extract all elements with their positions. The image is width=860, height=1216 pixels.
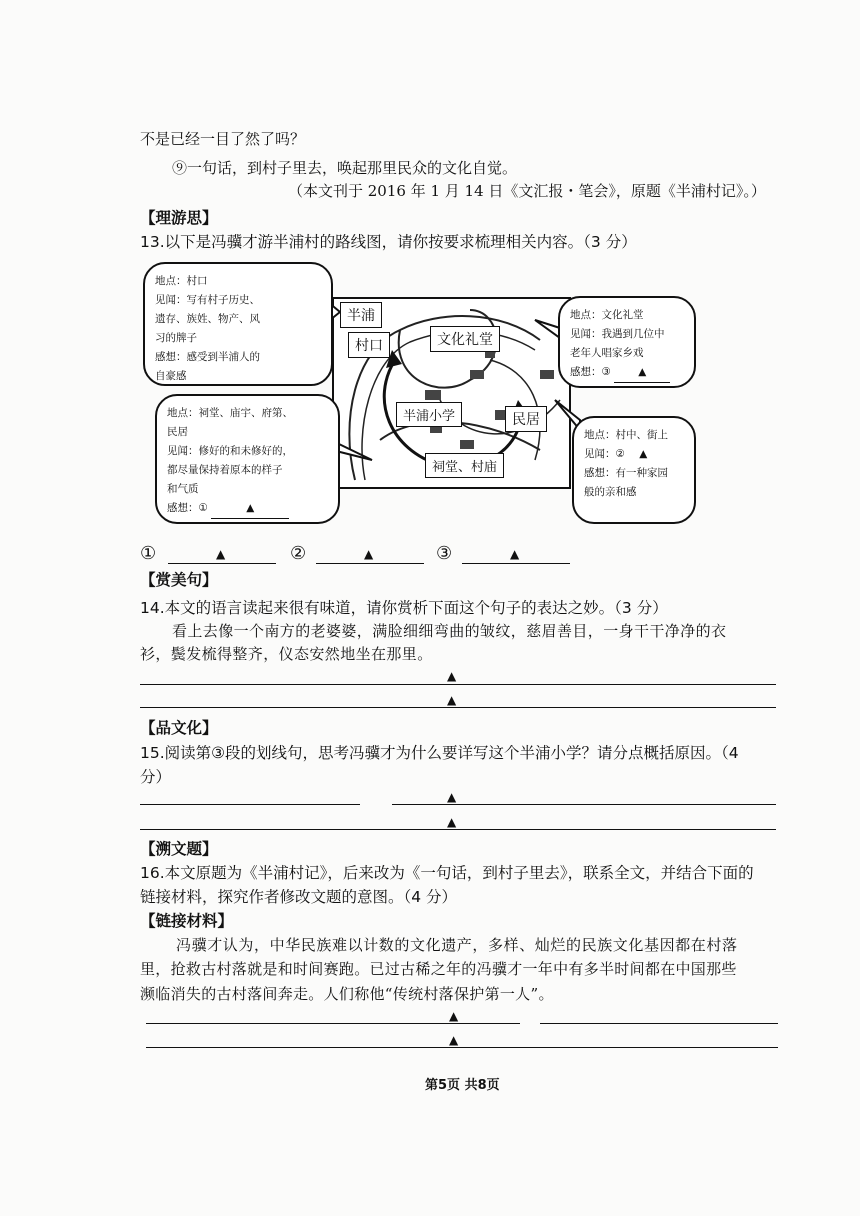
bubble-line: 见闻：写有村子历史、 [155,294,260,306]
answer-label-1: ① [140,543,157,564]
bubble-line: 感想：有一种家园 [584,467,668,479]
bubble-citang [155,394,340,524]
triangle-icon: ▲ [447,669,457,683]
question-15: 15.阅读第③段的划线句，思考冯骥才为什么要详写这个半浦小学？请分点概括原因。（4 [140,744,739,762]
answer-label-2: ② [290,543,307,564]
text-line: ⑨一句话，到村子里去，唤起那里民众的文化自觉。 [172,159,518,177]
quote-line: 看上去像一个南方的老婆婆，满脸细细弯曲的皱纹，慈眉善目，一身干干净净的衣 [172,622,727,640]
question-15-cont: 分） [140,768,172,786]
map-label-school: 半浦小学 [396,402,462,427]
answer-line-3[interactable] [462,563,570,564]
triangle-icon: ▲ [246,502,255,514]
triangle-icon: ▲ [639,448,648,460]
bubble-minju [572,416,696,524]
answer-line[interactable] [140,684,776,685]
source-note: （本文刊于 2016 年 1 月 14 日《文汇报・笔会》，原题《半浦村记》。） [288,182,766,200]
map-label-banpu: 半浦 [340,302,382,328]
bubble-line: 老年人唱家乡戏 [570,347,644,359]
bubble-line: 地点：祠堂、庙宇、府第、 [167,407,293,419]
answer-line[interactable] [140,804,360,805]
triangle-icon: ▲ [364,547,374,561]
bubble-line: 地点：文化礼堂 [570,309,644,321]
bubble-line: 见闻：② [584,448,625,460]
text-line: 不是已经一目了然了吗？ [140,130,306,148]
answer-blank-3[interactable] [614,363,670,383]
answer-line[interactable] [140,829,776,830]
bubble-line: 感想：感受到半浦人的 [155,351,260,363]
answer-line-2[interactable] [316,563,424,564]
page-number: 第5页 共8页 [425,1078,500,1093]
bubble-line: 般的亲和感 [584,486,637,498]
answer-label-3: ③ [436,543,453,564]
section-header: 【品文化】 [140,719,218,737]
answer-line[interactable] [146,1023,520,1024]
bubble-line: 地点：村中、街上 [584,429,668,441]
bubble-line: 地点：村口 [155,275,208,287]
answer-blank-1[interactable] [211,499,289,519]
bubble-line: 遗存、族姓、物产、风 [155,313,260,325]
section-header: 【理游思】 [140,209,218,227]
answer-line[interactable] [540,1023,778,1024]
triangle-icon: ▲ [216,547,226,561]
triangle-icon: ▲ [449,1033,459,1047]
answer-line[interactable] [392,804,776,805]
bubble-line: 感想：① [167,502,208,514]
section-header: 【赏美句】 [140,571,218,589]
question-13: 13.以下是冯骥才游半浦村的路线图，请你按要求梳理相关内容。（3 分） [140,233,637,251]
material-line: 冯骥才认为，中华民族难以计数的文化遗产，多样、灿烂的民族文化基因都在村落 [176,936,738,954]
bubble-line: 都尽量保持着原本的样子 [167,464,283,476]
question-14: 14.本文的语言读起来很有味道，请你赏析下面这个句子的表达之妙。（3 分） [140,599,668,617]
quote-line: 衫，鬓发梳得整齐，仪态安然地坐在那里。 [140,645,433,663]
bubble-line: 和气质 [167,483,199,495]
bubble-wenhua [558,296,696,388]
material-line: 里，抢救古村落就是和时间赛跑。已过古稀之年的冯骥才一年中有多半时间都在中国那些 [140,960,737,978]
triangle-icon: ▲ [638,366,647,378]
triangle-icon: ▲ [447,693,457,707]
bubble-line: 感想：③ [570,366,611,378]
question-16: 16.本文原题为《半浦村记》，后来改为《一句话，到村子里去》，联系全文，并结合下面的 [140,864,754,882]
bubble-answer-row [584,445,684,464]
answer-line-1[interactable] [168,563,276,564]
bubble-line: 民居 [167,426,188,438]
bubble-cunkou [143,262,333,386]
answer-blank-2[interactable] [628,445,658,464]
triangle-icon: ▲ [449,1009,459,1023]
triangle-icon: ▲ [447,815,457,829]
bubble-line: 见闻：修好的和未修好的， [167,445,293,457]
bubble-answer-row [570,363,684,383]
question-16-cont: 链接材料，探究作者修改文题的意图。（4 分） [140,888,458,906]
bubble-line: 见闻：我遇到几位中 [570,328,665,340]
bubble-answer-row [167,499,328,519]
map-label-citang: 祠堂、村庙 [425,453,504,478]
triangle-icon: ▲ [510,547,520,561]
bubble-line: 自豪感 [155,370,187,382]
bubble-line: 习的牌子 [155,332,197,344]
map-label-minju: 民居 [505,406,547,432]
link-material-header: 【链接材料】 [140,912,234,930]
material-line: 濒临消失的古村落间奔走。人们称他“传统村落保护第一人”。 [140,985,554,1003]
answer-line[interactable] [140,707,776,708]
map-label-wenhua: 文化礼堂 [430,326,500,352]
triangle-icon: ▲ [447,790,457,804]
route-map [140,250,700,540]
section-header: 【溯文题】 [140,840,218,858]
map-label-cunkou: 村口 [348,332,390,358]
answer-line[interactable] [146,1047,778,1048]
